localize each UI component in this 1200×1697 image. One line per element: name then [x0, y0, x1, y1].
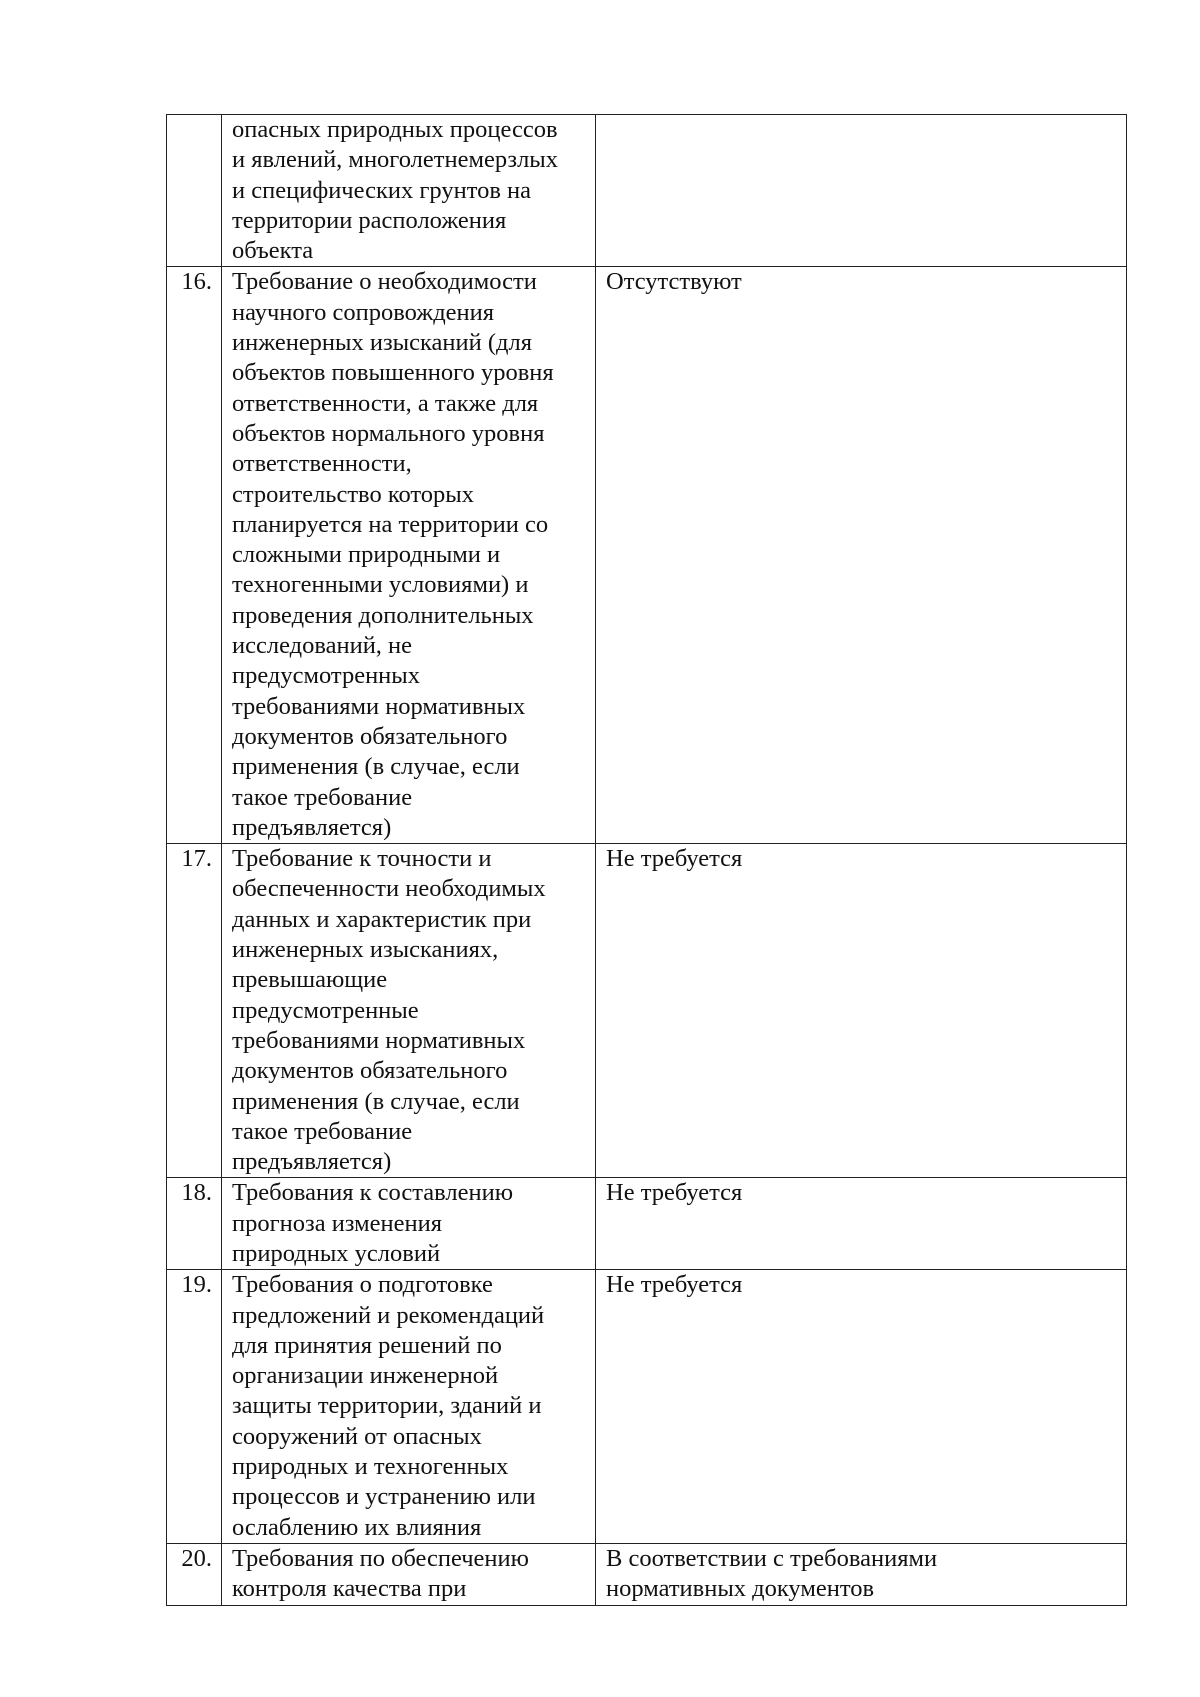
value-cell — [596, 844, 1127, 1178]
row-number: 20. — [181, 1544, 212, 1572]
requirement-line: обеспеченности необходимых — [232, 875, 546, 903]
requirement-line: и специфических грунтов на — [232, 176, 532, 204]
table-row — [167, 115, 1127, 267]
requirement-line: прогноза изменения — [232, 1209, 442, 1237]
requirement-line: предусмотренные — [232, 996, 419, 1024]
row-number-cell — [167, 1178, 222, 1270]
requirement-cell — [222, 115, 596, 267]
requirement-line: организации инженерной — [232, 1362, 499, 1390]
requirement-line: предложений и рекомендаций — [232, 1301, 545, 1329]
value-cell — [596, 267, 1127, 844]
row-number: 19. — [181, 1271, 212, 1299]
value-line: Не требуется — [606, 1271, 743, 1299]
requirement-line: сложными природными и — [232, 541, 501, 569]
requirement-cell — [222, 267, 596, 844]
requirement-line: предъявляется) — [232, 813, 392, 841]
requirement-line: Требования о подготовке — [232, 1271, 493, 1299]
value-line: Отсутствуют — [606, 268, 742, 296]
requirement-line: инженерных изысканий (для — [232, 329, 532, 357]
requirement-line: территории расположения — [232, 206, 507, 234]
requirement-cell — [222, 1178, 596, 1270]
requirement-line: ответственности, — [232, 450, 412, 478]
requirement-line: для принятия решений по — [232, 1331, 502, 1359]
requirement-line: требованиями нормативных — [232, 1026, 526, 1054]
requirement-line: инженерных изысканиях, — [232, 936, 499, 964]
value-cell — [596, 1543, 1127, 1605]
row-number-cell — [167, 1543, 222, 1605]
value-line: Не требуется — [606, 845, 743, 873]
requirement-line: такое требование — [232, 783, 413, 811]
requirement-line: объектов повышенного уровня — [232, 359, 554, 387]
table-row — [167, 844, 1127, 1178]
requirement-line: процессов и устранению или — [232, 1483, 536, 1511]
value-line: В соответствии с требованиями — [606, 1544, 938, 1572]
requirement-line: применения (в случае, если — [232, 753, 520, 781]
table-row — [167, 1178, 1127, 1270]
requirement-line: научного сопровождения — [232, 298, 495, 326]
requirement-line: объектов нормального уровня — [232, 419, 545, 447]
value-cell — [596, 1270, 1127, 1544]
row-number-cell — [167, 1270, 222, 1544]
value-line: Не требуется — [606, 1179, 743, 1207]
requirement-line: защиты территории, зданий и — [232, 1392, 542, 1420]
requirement-line: ответственности, а также для — [232, 389, 539, 417]
requirement-line: данных и характеристик при — [232, 905, 532, 933]
requirement-line: контроля качества при — [232, 1575, 467, 1603]
table-row — [167, 1543, 1127, 1605]
requirement-line: объекта — [232, 237, 314, 265]
requirement-line: природных и техногенных — [232, 1453, 509, 1481]
requirement-line: сооружений от опасных — [232, 1422, 482, 1450]
requirement-cell — [222, 1543, 596, 1605]
requirement-line: и явлений, многолетнемерзлых — [232, 146, 559, 174]
requirement-line: документов обязательного — [232, 1057, 508, 1085]
requirement-line: исследований, не — [232, 632, 413, 660]
table-row — [167, 267, 1127, 844]
row-number-cell — [167, 115, 222, 267]
value-cell — [596, 1178, 1127, 1270]
requirement-line: техногенными условиями) и — [232, 571, 529, 599]
requirement-cell — [222, 1270, 596, 1544]
requirement-line: строительство которых — [232, 480, 475, 508]
row-number-cell — [167, 844, 222, 1178]
requirement-line: требованиями нормативных — [232, 692, 526, 720]
table-body — [167, 115, 1127, 1606]
row-number: 16. — [181, 268, 212, 296]
requirement-line: Требования по обеспечению — [232, 1544, 529, 1572]
requirement-line: превышающие — [232, 966, 388, 994]
requirement-line: применения (в случае, если — [232, 1087, 520, 1115]
requirement-line: Требование о необходимости — [232, 268, 537, 296]
requirement-line: предъявляется) — [232, 1148, 392, 1176]
requirement-line: Требования к составлению — [232, 1179, 513, 1207]
requirement-line: предусмотренных — [232, 662, 420, 690]
value-cell — [596, 115, 1127, 267]
table-row — [167, 1270, 1127, 1544]
requirement-line: планируется на территории со — [232, 510, 549, 538]
value-line: нормативных документов — [606, 1575, 875, 1603]
requirement-cell — [222, 844, 596, 1178]
requirement-line: проведения дополнительных — [232, 601, 534, 629]
requirement-line: документов обязательного — [232, 722, 508, 750]
requirement-line: ослаблению их влияния — [232, 1513, 482, 1541]
requirement-line: опасных природных процессов — [232, 116, 558, 143]
requirements-table — [166, 114, 1127, 1606]
row-number-cell — [167, 267, 222, 844]
row-number: 17. — [181, 845, 212, 873]
requirement-line: природных условий — [232, 1239, 441, 1267]
requirement-line: Требование к точности и — [232, 845, 492, 873]
row-number: 18. — [181, 1179, 212, 1207]
requirement-line: такое требование — [232, 1117, 413, 1145]
